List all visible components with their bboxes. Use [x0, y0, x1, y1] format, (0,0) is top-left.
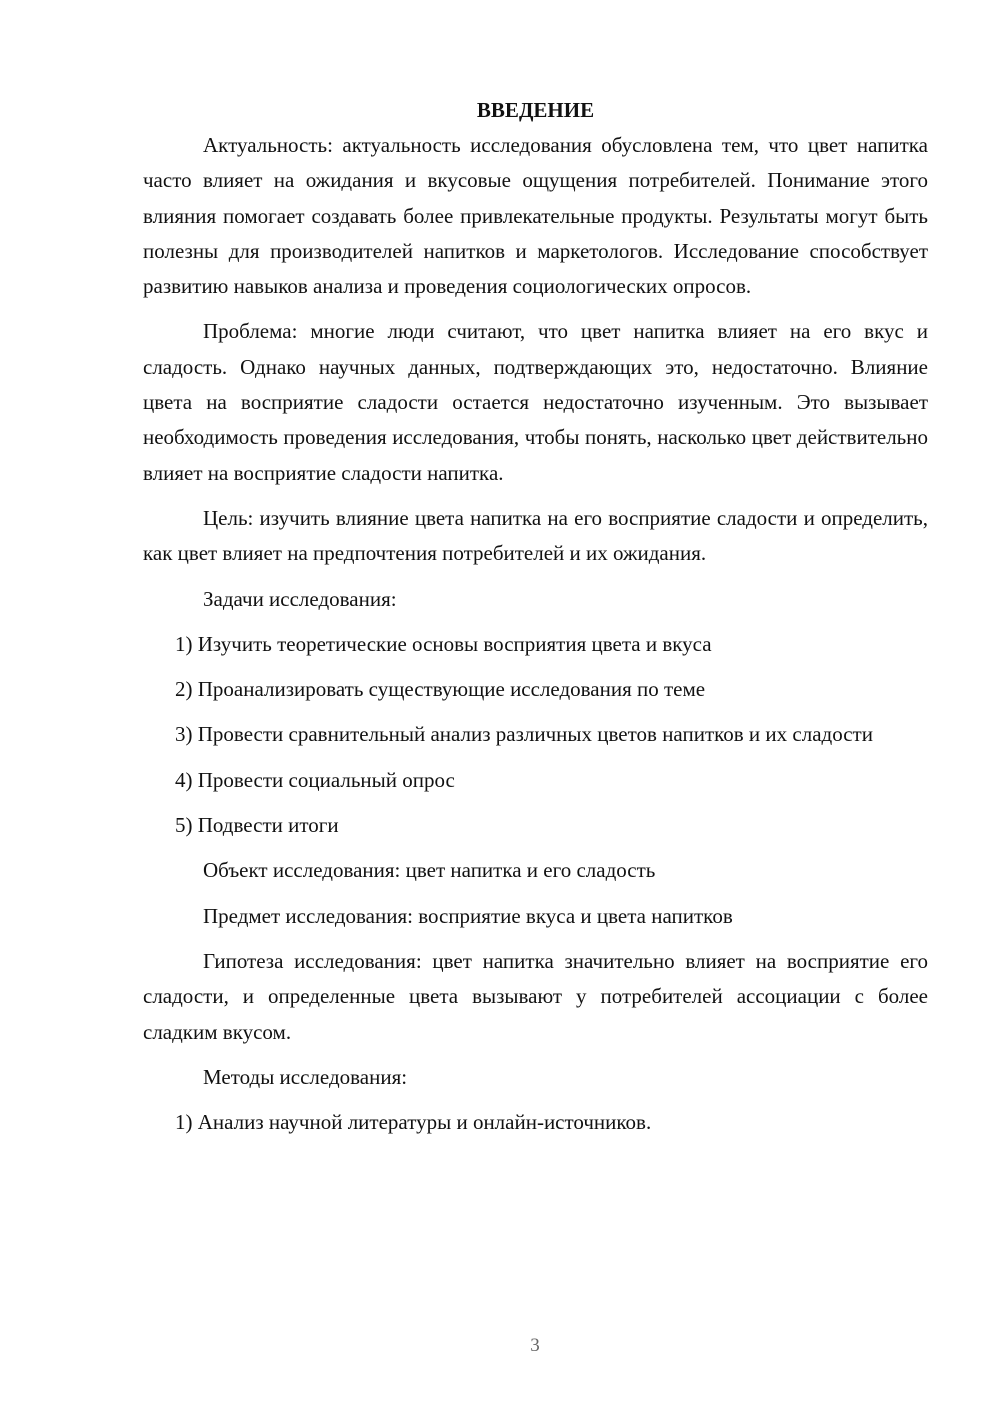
- tasks-heading: Задачи исследования:: [203, 586, 397, 611]
- object-paragraph: Объект исследования: цвет напитка и его сладость: [203, 858, 656, 883]
- problem-paragraph: Проблема: многие люди считают, что цвет напитка влияет на его вкус и сладость. Однако научных данных, подтверждающих это, недостаточно. Влияние цвета на восприятие сладости остается недостаточно изученным. Это вызывает необходимость проведения исследования, чтобы понять, насколько цвет действительно влияет на восприятие сладости напитка.: [143, 319, 928, 485]
- method-item-1: 1) Анализ научной литературы и онлайн-источников.: [175, 1110, 652, 1135]
- methods-heading: Методы исследования:: [203, 1064, 408, 1089]
- task-item-3: 3) Провести сравнительный анализ различных цветов напитков и их сладости: [175, 722, 873, 747]
- relevance-paragraph: Актуальность: актуальность исследования обусловлена тем, что цвет напитка часто влияет на ожидания и вкусовые ощущения потребителей. Понимание этого влияния помогает создавать более привлекательные продукты. Результаты могут быть полезны для производителей напитков и маркетологов. Исследование способствует развитию навыков анализа и проведения социологических опросов.: [143, 133, 928, 299]
- task-item-2: 2) Проанализировать существующие исследования по теме: [175, 677, 706, 702]
- task-item-4: 4) Провести социальный опрос: [175, 767, 455, 792]
- subject-paragraph: Предмет исследования: восприятие вкуса и цвета напитков: [203, 903, 733, 928]
- task-item-5: 5) Подвести итоги: [175, 813, 339, 838]
- task-item-1: 1) Изучить теоретические основы восприятия цвета и вкуса: [175, 631, 712, 656]
- page-number: 3: [530, 1335, 540, 1356]
- section-title: ВВЕДЕНИЕ: [476, 98, 595, 122]
- page-content: [143, 93, 928, 1150]
- hypothesis-paragraph: Гипотеза исследования: цвет напитка значительно влияет на восприятие его сладости, и определенные цвета вызывают у потребителей ассоциации с более сладким вкусом.: [143, 948, 928, 1044]
- goal-paragraph: Цель: изучить влияние цвета напитка на его восприятие сладости и определить, как цвет влияет на предпочтения потребителей и их ожидания.: [143, 505, 928, 566]
